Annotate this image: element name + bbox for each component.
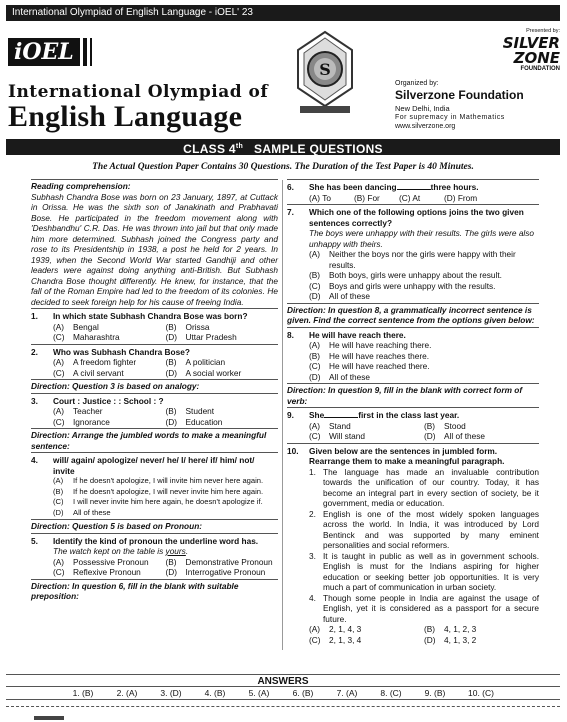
answer-item: 10. (C) <box>468 688 494 698</box>
q10-sentence-4: 4. Though some people in India are against the usage of English, yet it is considered as a passport for a secure future. <box>309 592 539 624</box>
presented-by: Presented by: <box>526 28 560 34</box>
direction-5: Direction: Question 5 is based on Pronoun: <box>31 521 203 531</box>
answer-item: 1. (B) <box>72 688 94 698</box>
paper-note: The Actual Question Paper Contains 30 Questions. The Duration of the Test Paper is 40 Minutes. <box>92 162 474 172</box>
q9-options: (A) Stand (B) Stood (C) Will stand (D) All of these <box>309 420 486 441</box>
org-tagline: For supremacy in Mathematics <box>395 114 505 121</box>
q2-options: (A) A freedom fighter (B) A politician (C) A civil servant (D) A social worker <box>53 357 242 378</box>
answer-item: 7. (A) <box>336 688 358 698</box>
answer-item: 3. (D) <box>160 688 182 698</box>
question-9: 9. She first in the class last year. <box>287 410 460 420</box>
q8-options: (A) He will have reaching there. (B) He will have reaches there. (C) He will have reached there. (D) All of these <box>309 340 432 382</box>
q3-options: (A) Teacher (B) Student (C) Ignorance (D) Education <box>53 406 223 427</box>
silverzone-logo: SILVER ZONE FOUNDATION <box>502 34 560 72</box>
class-bar: CLASS 4th SAMPLE QUESTIONS <box>6 139 560 155</box>
direction-9: Direction: In question 9, fill in the blank with correct form of verb: <box>287 385 523 406</box>
title-line-1: International Olympiad of <box>8 82 269 102</box>
org-name: Silverzone Foundation <box>395 88 524 102</box>
q5-options: (A) Possessive Pronoun (B) Demonstrative Pronoun (C) Reflexive Pronoun (D) Interrogative Pronoun <box>53 556 273 577</box>
question-7: 7. Which one of the following options joins the two given sentences correctly? <box>287 207 524 228</box>
question-1: 1. In which state Subhash Chandra Bose was born? <box>31 311 248 321</box>
footer-mark <box>34 716 64 720</box>
q1-options: (A) Bengal (B) Orissa (C) Maharashtra (D) Uttar Pradesh <box>53 321 237 342</box>
header-bar: International Olympiad of English Language - iOEL' 23 <box>6 5 560 21</box>
q7-sentence: The boys were unhappy with their results. The girls were also unhappy with theirs. <box>309 228 535 249</box>
q4-options: (A) If he doesn't apologize, I will invite him never here again. (B) If he doesn't apologize, I will never invite him here again. (C) I will never invite him here again, he doesn't apologize if. (D) All of these <box>53 476 264 517</box>
question-10: 10. Given below are the sentences in jumbled form. Rearrange them to make a meaningful paragraph. <box>287 445 505 466</box>
right-column <box>287 178 539 645</box>
q5-sentence: The watch kept on the table is yours. <box>53 546 189 556</box>
direction-6: Direction: In question 6, fill in the blank with suitable preposition: <box>31 580 239 601</box>
answers-row <box>6 686 560 700</box>
answer-item: 6. (B) <box>292 688 314 698</box>
q7-options: (A) Neither the boys nor the girls were happy with their results. (B) Both boys, girls were unhappy about the result. (C) Boys and girls were unhappy with the results. (D) All of these <box>309 249 516 301</box>
q10-sentence-1: 1. The language has made an invaluable contribution towards the unification of our country. Today, it has become an integral part in every section of society, be it government, media or education. <box>309 466 539 508</box>
q10-sentence-2: 2. English is one of the most widely spoken languages across the world. In India, it was introduced by Lord Bentinck and was supported by many eminent personalities and social reformers. <box>309 508 539 550</box>
answer-item: 5. (A) <box>248 688 270 698</box>
answer-item: 8. (C) <box>380 688 402 698</box>
question-2: 2. Who was Subhash Chandra Bose? <box>31 346 190 357</box>
direction-4: Direction: Arrange the jumbled words to make a meaningful sentence: <box>31 430 267 451</box>
answer-item: 4. (B) <box>204 688 226 698</box>
column-divider <box>282 180 283 650</box>
answer-item: 2. (A) <box>116 688 138 698</box>
svg-text:S: S <box>319 60 331 79</box>
cut-line <box>6 706 560 707</box>
left-column <box>31 178 278 602</box>
q10-options: (A) 2, 1, 4, 3 (B) 4, 1, 2, 3 (C) 2, 1, 3, 4 (D) 4, 1, 3, 2 <box>309 624 477 645</box>
organized-by: Organized by: <box>395 80 439 87</box>
olympiad-emblem-icon <box>290 30 360 118</box>
direction-3: Direction: Question 3 is based on analogy: <box>31 381 200 391</box>
question-3: 3. Court : Justice : : School : ? <box>31 395 164 406</box>
org-website: www.silverzone.org <box>395 123 456 130</box>
answers-title: ANSWERS <box>6 674 560 687</box>
question-5: 5. Identify the kind of pronoun the underline word has. <box>31 535 259 546</box>
question-4: 4. will/ again/ apologize/ never/ he/ I/ here/ if/ him/ not/ invite <box>31 455 255 476</box>
rc-heading: Reading comprehension: <box>31 181 131 191</box>
question-6: 6. She has been dancing three hours. <box>287 182 479 192</box>
passage: Subhash Chandra Bose was born on 23 January, 1897, at Cuttack in Orissa. He was the sixth son of Janakinath and Prabhavati Bose. He participated in the freedom movement along with 'Deshbandhu' C.R. Das. He was thrown into jail but that only made him more determined. Subhash joined the Congress party and rose to its Presidentship in 1938, a post he held for 2 years. In 1939, when the Second World War started Gandhiji and other leaders were against doing anything anti-British. But Subhash Chandra Bose thought differently. He knew, for instance, that the fall of the Roman Empire had led to the freedom of its colonies. He decided to seek foreign help for his cause of freeing India. <box>31 191 278 307</box>
question-8: 8. He will have reach there. <box>287 329 406 340</box>
org-city: New Delhi, India <box>395 104 450 113</box>
answer-item: 9. (B) <box>424 688 446 698</box>
q10-sentence-3: 3. It is taught in public as well as in government schools. English is must for the Indians aspiring for higher education or seeking better job opportunities. It is very much a part of communication in urban society. <box>309 550 539 592</box>
ioel-logo: iOEL <box>8 38 118 66</box>
q6-options: (A) To (B) For (C) At (D) From <box>309 192 478 203</box>
page-title: English Language <box>8 100 243 133</box>
direction-8: Direction: In question 8, a grammatically incorrect sentence is given. Find the correct sentence from the options given below: <box>287 304 535 325</box>
